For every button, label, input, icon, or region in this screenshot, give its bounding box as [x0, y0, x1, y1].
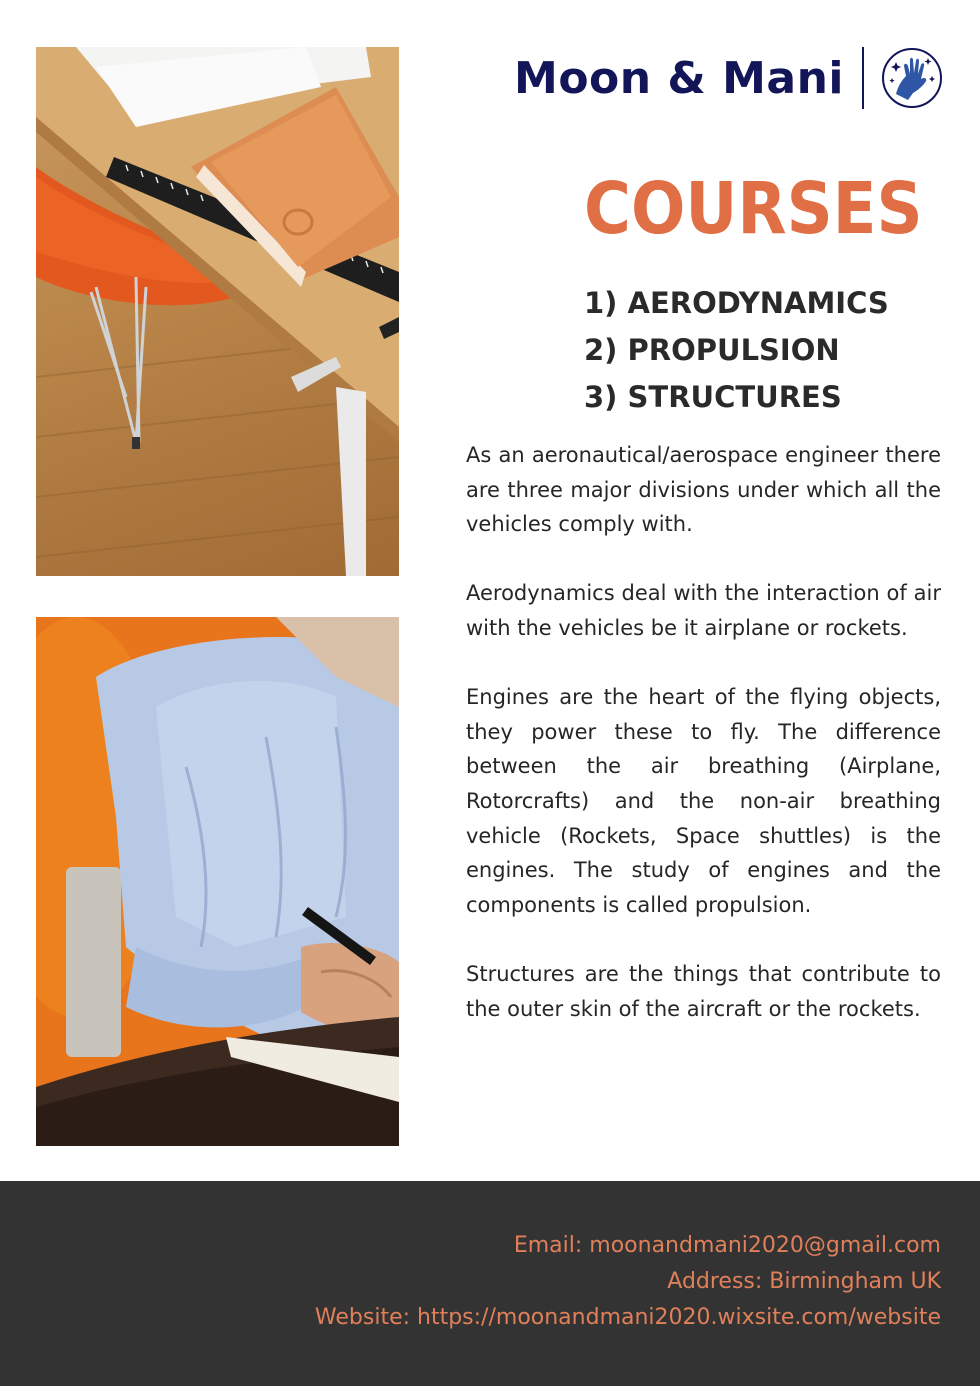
propulsion-paragraph: Engines are the heart of the flying objects, they power these to fly. The difference between the air breathing (Airplane, Rotorcrafts) and the non-air breathing vehicle (Rockets, Space shuttles) is the engines. The study of engines and the components is called propulsion.	[466, 685, 941, 917]
aerodynamics-paragraph: Aerodynamics deal with the interaction of air with the vehicles be it airplane or rockets.	[466, 581, 941, 640]
desk-with-notebook-photo	[36, 47, 399, 576]
brand-header	[514, 46, 944, 110]
brand-divider	[862, 47, 864, 109]
desk-photo-illustration	[36, 47, 399, 576]
footer-website[interactable]: Website: https://moonandmani2020.wixsite.com/website	[314, 1305, 941, 1330]
contact-footer	[0, 1181, 980, 1386]
body-copy	[466, 438, 941, 1061]
course-item-propulsion: 2) PROPULSION	[584, 333, 840, 367]
intro-paragraph: As an aeronautical/aerospace engineer there are three major divisions under which all the vehicles comply with.	[466, 443, 941, 537]
structures-paragraph: Structures are the things that contribute to the outer skin of the aircraft or the rockets.	[466, 961, 941, 1021]
footer-email[interactable]: Email: moonandmani2020@gmail.com	[513, 1233, 941, 1258]
courses-title: COURSES	[584, 168, 923, 251]
course-list	[584, 280, 889, 421]
brand-name: Moon & Mani	[514, 52, 844, 104]
hand-with-stars-icon	[880, 46, 944, 110]
footer-address: Address: Birmingham UK	[667, 1269, 941, 1294]
course-item-structures: 3) STRUCTURES	[584, 380, 842, 414]
writer-photo-illustration	[36, 617, 399, 1146]
course-item-aerodynamics: 1) AERODYNAMICS	[584, 286, 889, 320]
person-writing-photo	[36, 617, 399, 1146]
contact-details	[315, 1228, 941, 1336]
